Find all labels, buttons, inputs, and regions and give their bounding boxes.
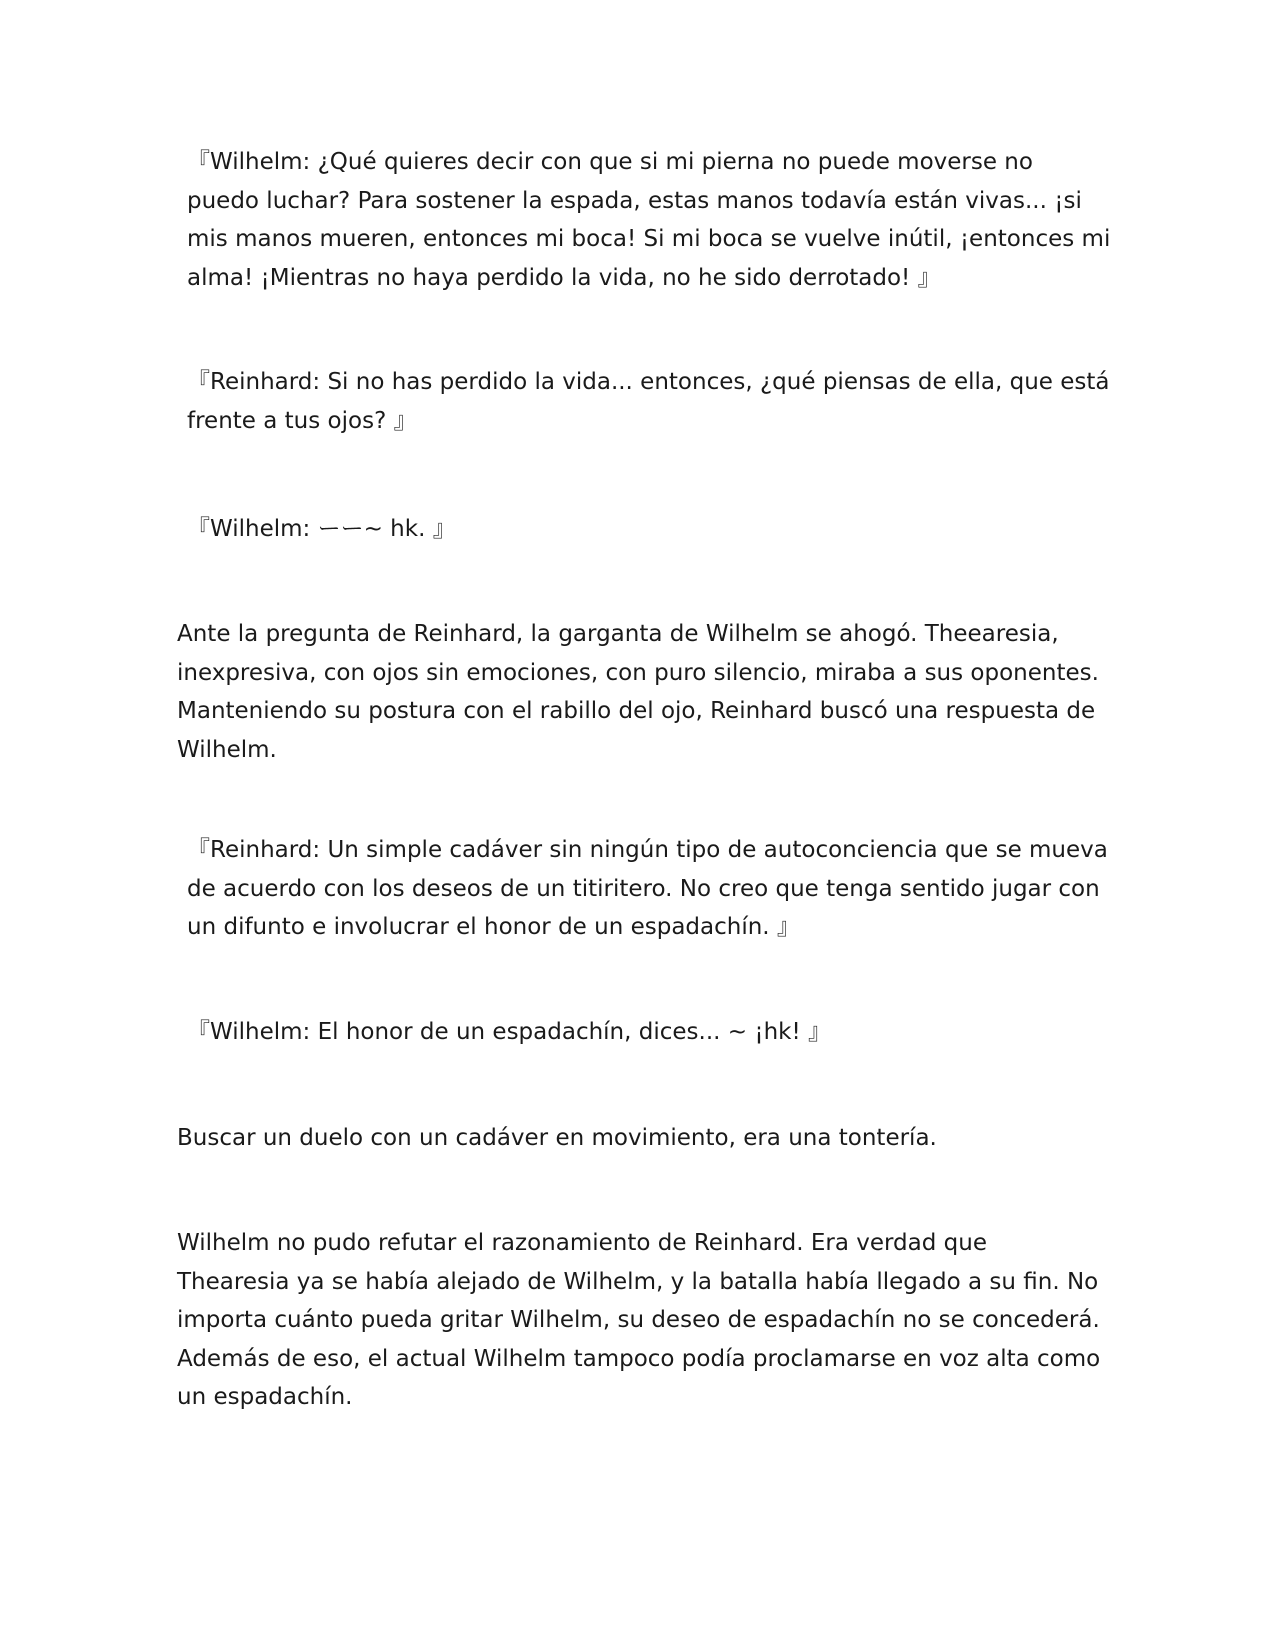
dialogue-wilhelm-3: 『Wilhelm: El honor de un espadachín, dices... ~ ¡hk! 』	[187, 1019, 831, 1045]
narration-paragraph-2: Buscar un duelo con un cadáver en movimiento, era una tontería.	[177, 1125, 937, 1151]
dialogue-wilhelm-2: 『Wilhelm: ーー~ hk. 』	[187, 516, 456, 542]
dialogue-wilhelm-1: 『Wilhelm: ¿Qué quieres decir con que si mi pierna no puede moverse no puedo luchar? Para sostener la espada, estas manos todavía están vivas... ¡si mis manos mueren, entonces mi boca! Si mi boca se vuelve inútil, ¡entonces mi alma! ¡Mientras no haya perdido la vida, no he sido derrotado! 』	[187, 149, 1111, 291]
narration-paragraph-1: Ante la pregunta de Reinhard, la garganta de Wilhelm se ahogó. Theearesia, inexpresiva, con ojos sin emociones, con puro silencio, miraba a sus oponentes. Manteniendo su postura con el rabillo del ojo, Reinhard buscó una respuesta de Wilhelm.	[177, 621, 1099, 763]
dialogue-reinhard-1: 『Reinhard: Si no has perdido la vida... entonces, ¿qué piensas de ella, que está frente a tus ojos? 』	[187, 369, 1110, 434]
narration-paragraph-3: Wilhelm no pudo refutar el razonamiento de Reinhard. Era verdad que Thearesia ya se había alejado de Wilhelm, y la batalla había llegado a su fin. No importa cuánto pueda gritar Wilhelm, su deseo de espadachín no se concederá. Además de eso, el actual Wilhelm tampoco podía proclamarse en voz alta como un espadachín.	[177, 1230, 1101, 1410]
dialogue-reinhard-2: 『Reinhard: Un simple cadáver sin ningún tipo de autoconciencia que se mueva de acuerdo con los deseos de un titiritero. No creo que tenga sentido jugar con un difunto e involucrar el honor de un espadachín. 』	[187, 837, 1108, 940]
